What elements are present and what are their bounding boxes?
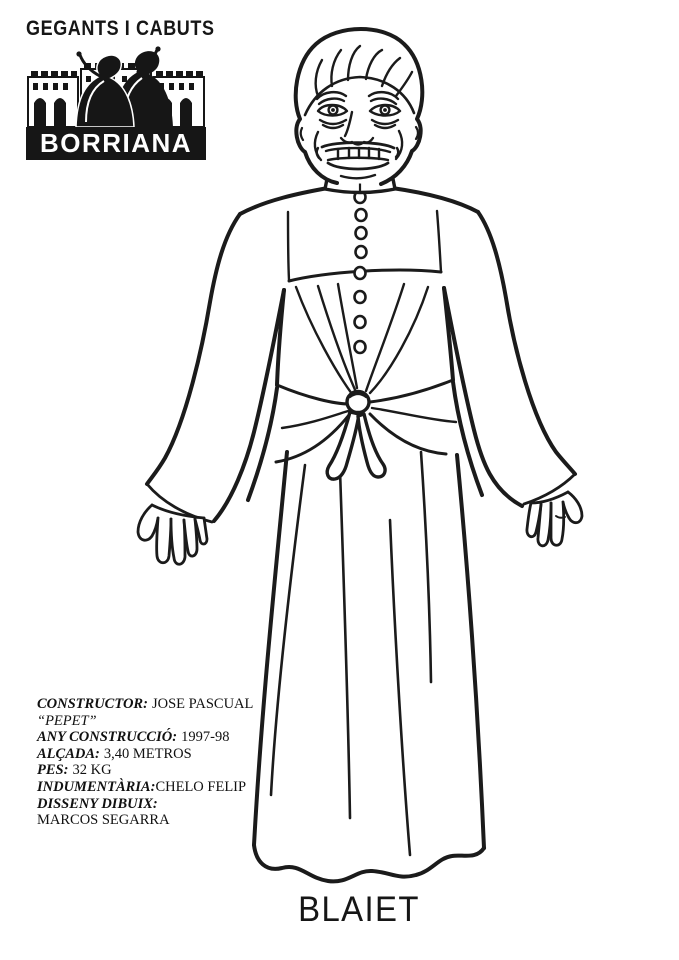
info-label: ALÇADA: — [37, 745, 100, 762]
info-label: DISSENY DIBUIX: — [37, 795, 158, 812]
info-value: 1997-98 — [181, 729, 230, 746]
info-label: CONSTRUCTOR: — [37, 696, 148, 712]
info-label: PES: — [37, 762, 69, 779]
waist-sash-knot — [327, 392, 385, 480]
info-row-pes — [37, 762, 297, 779]
figure-info-block — [37, 696, 297, 829]
figure-name-caption: BLAIET — [298, 890, 420, 929]
info-value: 3,40 METROS — [103, 745, 192, 762]
head — [296, 29, 423, 184]
logo-title: GEGANTS I CABUTS — [26, 16, 215, 40]
info-label: ANY CONSTRUCCIÓ: — [37, 729, 178, 746]
info-row-any-construccio — [37, 729, 297, 746]
info-value: MARCOS SEGARRA — [37, 812, 170, 829]
info-row-constructor — [37, 696, 297, 713]
info-label: INDUMENTÀRIA: — [37, 778, 156, 795]
info-row-nickname — [37, 713, 297, 730]
info-row-alcada — [37, 746, 297, 763]
info-row-indumentaria — [37, 779, 297, 796]
logo-borriana-band: BORRIANA — [26, 127, 206, 160]
info-row-disseny-dibuix — [37, 796, 297, 813]
info-row-marcos-segarra — [37, 812, 297, 829]
info-value: CHELO FELIP — [155, 778, 247, 795]
info-value: JOSE PASCUAL — [151, 696, 254, 712]
info-value: “PEPET” — [37, 712, 97, 729]
left-hand — [138, 484, 212, 564]
info-value: 32 KG — [72, 762, 112, 779]
right-hand — [524, 474, 582, 546]
button-row — [355, 191, 367, 353]
